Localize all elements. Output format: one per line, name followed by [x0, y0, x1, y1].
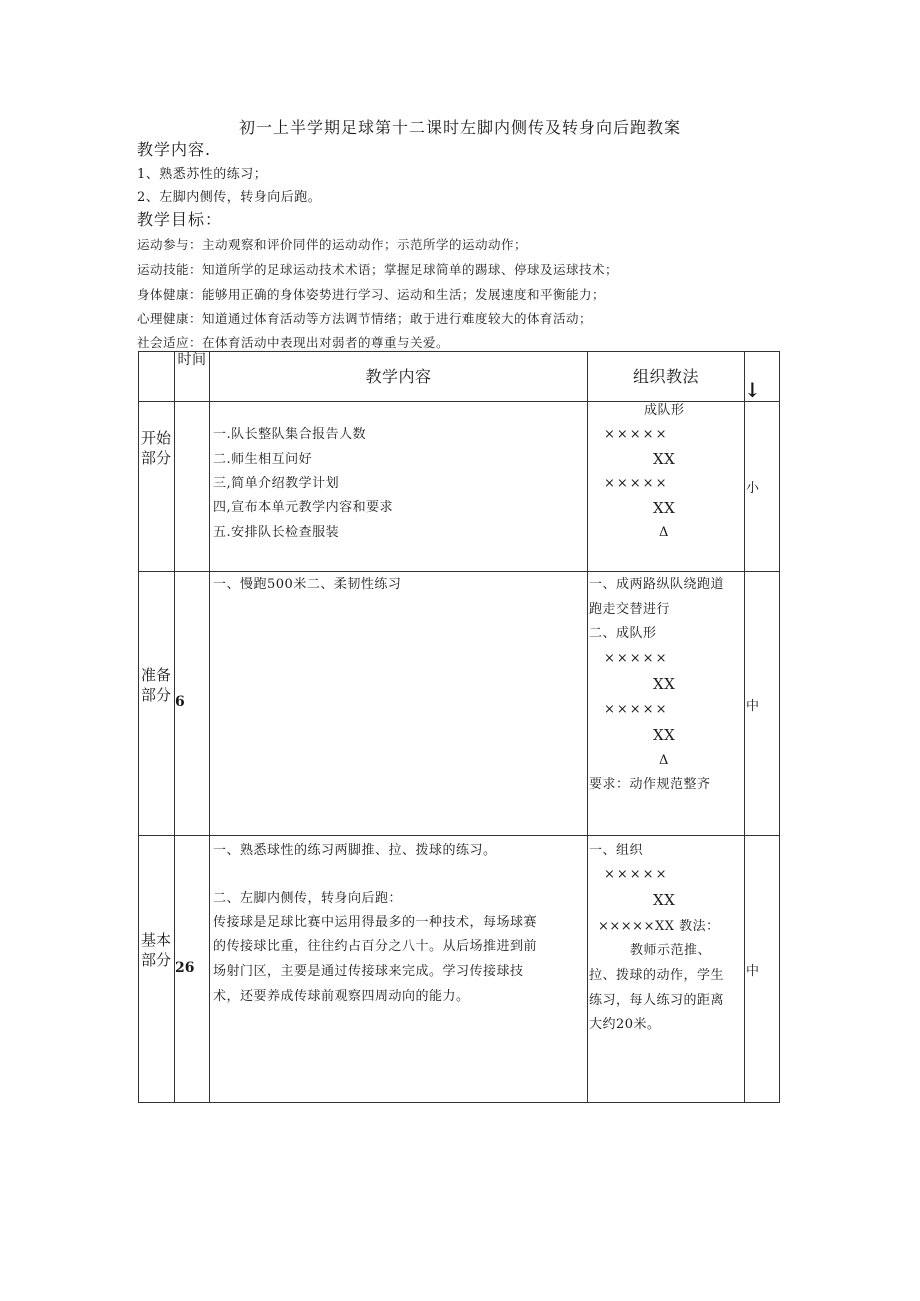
content-line: 一.队长整队集合报告人数 — [213, 427, 367, 442]
method-line: Δ — [659, 753, 669, 768]
method-line: ××××× — [604, 427, 669, 442]
content-item: 2、左脚内侧传，转身向后跑。 — [137, 190, 322, 205]
content-line: 二、左脚内侧传，转身向后跑： — [213, 891, 403, 906]
method-line: 二、成队形 — [589, 626, 657, 641]
method-line: ××××× — [604, 651, 669, 666]
method-line: XX — [653, 726, 676, 744]
intensity-label: 中 — [746, 699, 760, 714]
method-line: ××××× — [604, 702, 669, 717]
header-method: 组织教法 — [632, 367, 699, 386]
method-line: XX — [653, 450, 676, 468]
content-line: 场射门区，主要是通过传接球来完成。学习传接球技 — [213, 964, 524, 979]
goal-item: 运动参与：主动观察和评价同伴的运动动作；示范所学的运动动作； — [137, 237, 528, 252]
method-line: 拉、拨球的动作，学生 — [589, 968, 725, 983]
header-content: 教学内容 — [365, 367, 432, 386]
header-time: 时间 — [177, 352, 207, 368]
method-line: XX — [653, 891, 676, 909]
content-line: 传接球是足球比赛中运用得最多的一种技术，每场球赛 — [213, 915, 538, 930]
time-value: 6 — [175, 694, 185, 710]
table-border — [138, 835, 780, 836]
table-border — [138, 351, 780, 352]
method-line: ××××× — [604, 867, 669, 882]
method-line: 要求：动作规范整齐 — [589, 777, 711, 792]
goals-heading: 教学目标： — [137, 210, 223, 229]
content-line: 一、慢跑500米二、柔韧性练习 — [213, 577, 402, 592]
method-line: 跑走交替进行 — [589, 602, 671, 617]
method-line: XX — [653, 675, 676, 693]
intensity-label: 中 — [746, 964, 760, 979]
intensity-label: 小 — [746, 481, 760, 496]
content-line: 术，还要养成传球前观察四周动向的能力。 — [213, 989, 470, 1004]
section-label: 准备部分 — [140, 666, 171, 704]
table-border — [779, 351, 780, 1103]
content-item: 1、熟悉苏性的练习； — [137, 167, 268, 182]
method-line: 教师示范推、 — [630, 943, 712, 958]
method-line: 大约20米。 — [589, 1017, 661, 1032]
content-line: 的传接球比重，往往约占百分之八十。从后场推进到前 — [213, 939, 538, 954]
content-line: 一、熟悉球性的练习两脚推、拉、拨球的练习。 — [213, 843, 497, 858]
method-line: 一、成两路纵队绕跑道 — [589, 577, 725, 592]
goal-item: 社会适应：在体育活动中表现出对弱者的尊重与关爱。 — [137, 335, 450, 350]
method-line: 一、组织 — [589, 843, 644, 858]
method-line: 练习，每人练习的距离 — [589, 993, 725, 1008]
method-line: 成队形 — [644, 403, 685, 418]
content-line: 三,简单介绍教学计划 — [213, 476, 340, 491]
goal-item: 运动技能：知道所学的足球运动技术术语；掌握足球简单的踢球、停球及运球技术； — [137, 262, 619, 277]
goal-item: 身体健康：能够用正确的身体姿势进行学习、运动和生活；发展速度和平衡能力； — [137, 287, 606, 302]
goal-item: 心理健康：知道通过体育活动等方法调节情绪；敢于进行难度较大的体育活动； — [137, 311, 593, 326]
method-line: ×××××XX 教法： — [598, 919, 720, 934]
page-title: 初一上半学期足球第十二课时左脚内侧传及转身向后跑教案 — [238, 118, 681, 137]
time-value: 26 — [175, 960, 195, 976]
table-border — [744, 351, 745, 1103]
table-border — [174, 351, 175, 1103]
content-line: 五.安排队长检查服装 — [213, 525, 340, 540]
content-heading: 教学内容. — [137, 140, 212, 159]
content-line: 二.师生相互问好 — [213, 452, 313, 467]
table-border — [138, 1102, 780, 1103]
arrow-down-icon: ↓ — [744, 378, 761, 402]
content-line: 四,宣布本单元教学内容和要求 — [213, 500, 394, 515]
table-border — [209, 351, 210, 1103]
table-border — [587, 351, 588, 1103]
method-line: ××××× — [604, 476, 669, 491]
section-label: 开始部分 — [140, 429, 171, 467]
section-label: 基本部分 — [140, 931, 171, 969]
method-line: XX — [653, 499, 676, 517]
method-line: Δ — [659, 525, 669, 540]
